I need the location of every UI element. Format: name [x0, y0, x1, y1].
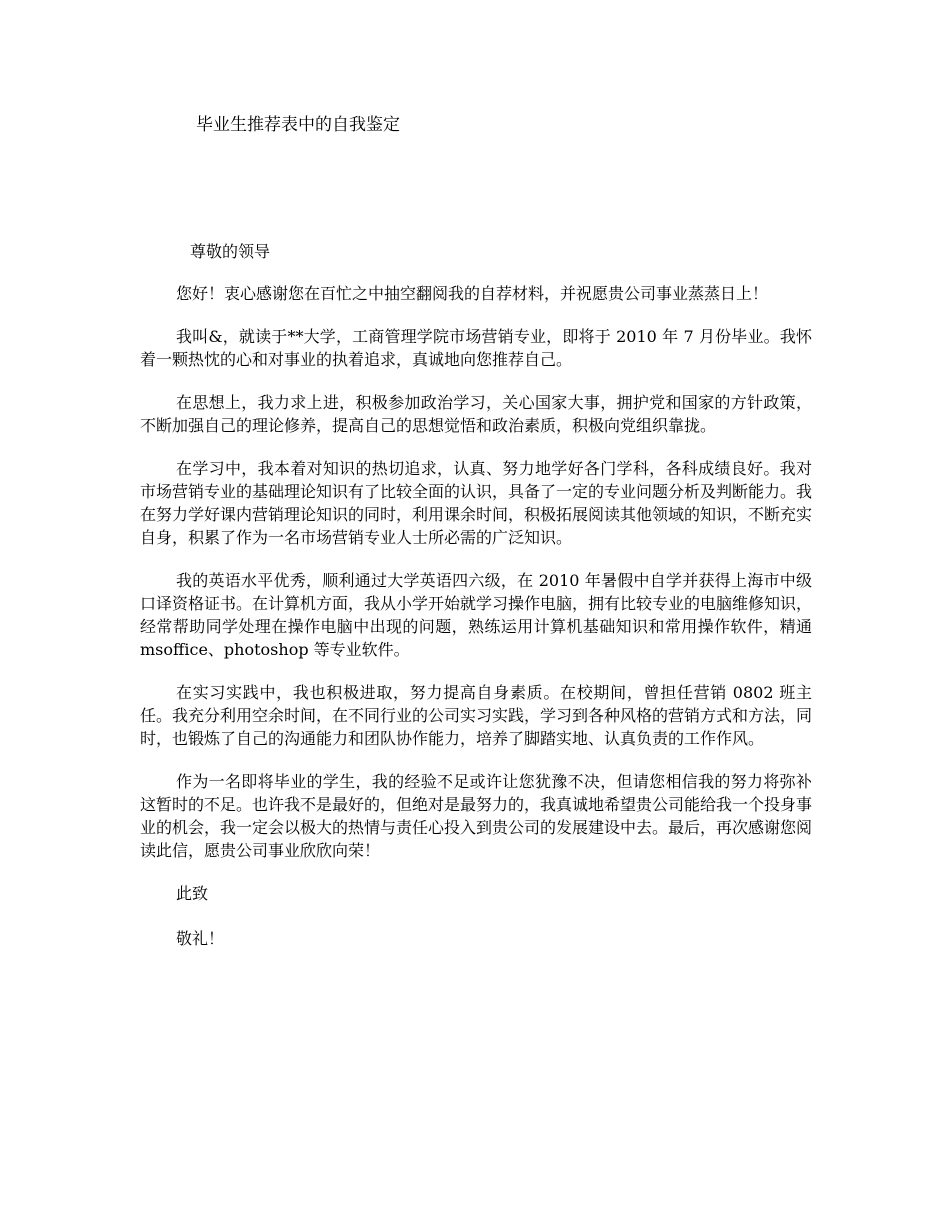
paragraph-introduction: 我叫&，就读于**大学，工商管理学院市场营销专业，即将于 2010 年 7 月份毕业。我怀着一颗热忱的心和对事业的执着追求，真诚地向您推荐自己。: [140, 327, 812, 369]
paragraph-skills: 我的英语水平优秀，顺利通过大学英语四六级，在 2010 年暑假中自学并获得上海市中级口译资格证书。在计算机方面，我从小学开始就学习操作电脑，拥有比较专业的电脑维修知识，经常帮助同学处理在操作电脑中出现的问题，熟练运用计算机基础知识和常用操作软件，精通 msoffice、photoshop 等专业软件。: [140, 571, 813, 659]
salutation: 尊敬的领导: [190, 242, 271, 261]
paragraph-ideology: 在思想上，我力求上进，积极参加政治学习，关心国家大事，拥护党和国家的方针政策，不断加强自己的理论修养，提高自己的思想觉悟和政治素质，积极向党组织靠拢。: [140, 393, 812, 435]
document-title: 毕业生推荐表中的自我鉴定: [196, 115, 400, 135]
paragraph-practice: 在实习实践中，我也积极进取，努力提高自身素质。在校期间，曾担任营销 0802 班主任。我充分利用空余时间，在不同行业的公司实习实践，学习到各种风格的营销方式和方法，同时，也锻炼了自己的沟通能力和团队协作能力，培养了脚踏实地、认真负责的工作作风。: [140, 683, 813, 748]
closing-line-1: 此致: [176, 884, 209, 903]
paragraph-conclusion: 作为一名即将毕业的学生，我的经验不足或许让您犹豫不决，但请您相信我的努力将弥补这暂时的不足。也许我不是最好的，但绝对是最努力的，我真诚地希望贵公司能给我一个投身事业的机会，我一定会以极大的热情与责任心投入到贵公司的发展建设中去。最后，再次感谢您阅读此信，愿贵公司事业欣欣向荣！: [140, 772, 813, 860]
closing-line-2: 敬礼！: [176, 929, 225, 948]
paragraph-study: 在学习中，我本着对知识的热切追求，认真、努力地学好各门学科，各科成绩良好。我对市场营销专业的基础理论知识有了比较全面的认识，具备了一定的专业问题分析及判断能力。我在努力学好课内营销理论知识的同时，利用课余时间，积极拓展阅读其他领域的知识，不断充实自身，积累了作为一名市场营销专业人士所必需的广泛知识。: [140, 459, 813, 547]
paragraph-greeting: 您好！衷心感谢您在百忙之中抽空翻阅我的自荐材料，并祝愿贵公司事业蒸蒸日上！: [176, 284, 769, 303]
letter-body: [140, 282, 812, 972]
